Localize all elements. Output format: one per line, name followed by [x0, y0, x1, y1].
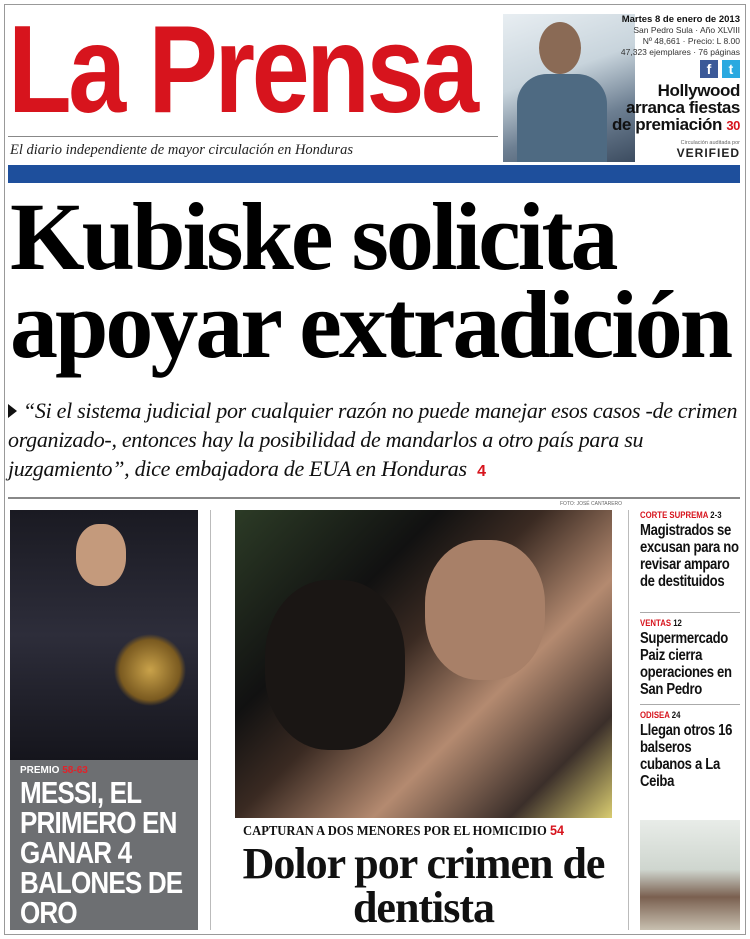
story-ventas[interactable] [640, 618, 742, 698]
divider [8, 497, 740, 499]
kicker-text: CAPTURAN A DOS MENORES POR EL HOMICIDIO [243, 824, 547, 839]
story-kicker: ODISEA [640, 710, 670, 721]
messi-headline: MESSI, EL PRIMERO EN GANAR 4 BALONES DE ORO [20, 775, 183, 930]
divider [8, 136, 498, 137]
deck-page: 4 [477, 463, 486, 480]
messi-pages: 58-63 [62, 765, 88, 776]
promo-line: de premiación [611, 115, 722, 134]
number-price: Nº 48,661 · Precio: L 8.00 [642, 36, 740, 46]
lead-deck [8, 396, 743, 486]
balseros-photo[interactable] [640, 820, 740, 930]
story-pages: 24 [671, 710, 681, 721]
messi-story[interactable] [10, 760, 198, 930]
date: Martes 8 de enero de 2013 [621, 14, 740, 25]
messi-photo[interactable] [10, 510, 198, 760]
edition-info [621, 14, 740, 58]
tagline: El diario independiente de mayor circulación en Honduras [10, 142, 353, 158]
divider [640, 704, 740, 705]
headline-line: apoyar extradición [10, 271, 731, 378]
triangle-bullet-icon [8, 404, 17, 418]
story-pages: 2-3 [710, 510, 722, 521]
photo-credit: FOTO: JOSÉ CANTARERO [560, 501, 623, 507]
story-corte-suprema[interactable] [640, 510, 742, 590]
headline-line: Kubiske solicita [10, 183, 616, 290]
main-photo[interactable] [235, 510, 612, 818]
lead-headline[interactable] [10, 183, 731, 378]
newspaper-logo[interactable]: La Prensa [8, 1, 476, 139]
divider [640, 612, 740, 613]
verified-badge [677, 140, 740, 160]
story-kicker: CORTE SUPREMA [640, 510, 709, 521]
promo-line: arranca fiestas [625, 98, 740, 117]
story-pages: 12 [673, 618, 682, 629]
story-kicker: VENTAS [640, 618, 672, 629]
promo-line: Hollywood [657, 81, 740, 100]
deck-text: “Si el sistema judicial por cualquier razón no puede manejar esos casos -de crimen organizado-, entonces hay la posibilidad de mandarlos a otro país para su juzgamiento”, dice embajadora de EUA en Honduras [8, 398, 738, 481]
social-links [700, 60, 740, 78]
city-year: San Pedro Sula · Año XLVIII [633, 25, 740, 35]
blue-bar [8, 165, 740, 183]
kicker-page: 54 [549, 822, 565, 838]
column-divider [628, 510, 629, 930]
main-kicker [243, 822, 564, 840]
verified-label: VERIFIED [676, 146, 740, 160]
copies-pages: 47,323 ejemplares · 76 páginas [620, 47, 740, 57]
twitter-icon[interactable]: t [722, 60, 740, 78]
main-headline[interactable]: Dolor por crimen de dentista [242, 839, 605, 932]
story-headline: Llegan otros 16 balseros cubanos a La Ceiba [640, 722, 733, 790]
column-divider [210, 510, 211, 930]
messi-kicker: PREMIO [20, 765, 60, 776]
facebook-icon[interactable]: f [700, 60, 718, 78]
story-headline: Supermercado Paiz cierra operaciones en San Pedro [640, 630, 732, 698]
story-headline: Magistrados se excusan para no revisar amparo de destituidos [640, 522, 739, 590]
verified-caption: Circulación auditada por [680, 140, 740, 146]
hollywood-promo[interactable] [612, 82, 740, 134]
promo-page: 30 [726, 118, 740, 133]
story-odisea[interactable] [640, 710, 742, 790]
